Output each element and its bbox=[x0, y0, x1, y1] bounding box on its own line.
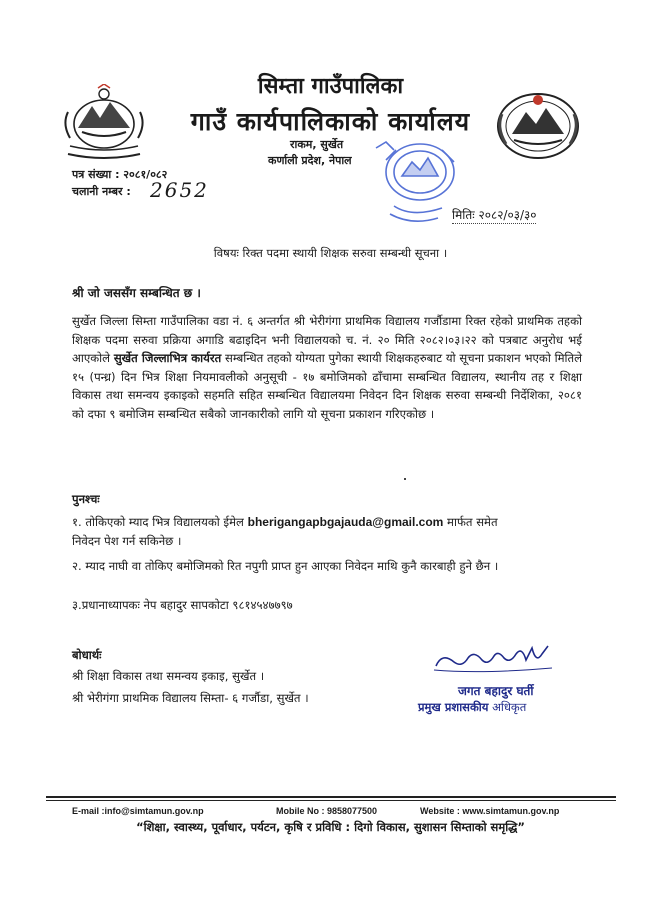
signatory-title-rest: अधिकृत bbox=[492, 700, 527, 714]
dispatch-number-label: चलानी नम्बर : bbox=[72, 185, 131, 198]
letter-subject: विषयः रिक्त पदमा स्थायी शिक्षक सरुवा सम्बन्धी सूचना । bbox=[213, 246, 448, 260]
footer-website: Website : www.simtamun.gov.np bbox=[420, 806, 560, 816]
address-line-2: कर्णाली प्रदेश, नेपाल bbox=[268, 154, 352, 167]
body-paragraph bbox=[72, 312, 582, 424]
postscript-item-1-line-2: निवेदन पेश गर्न सकिनेछ । bbox=[72, 534, 182, 548]
postscript-item-3: ३.प्रधानाध्यापकः नेप बहादुर सापकोटा ९८१४५४७७९७ bbox=[72, 598, 293, 612]
postscript-heading: पुनश्चः bbox=[72, 492, 100, 506]
letter-number: पत्र संख्या : २०८१/०८२ bbox=[72, 168, 168, 181]
signatory-name: जगत बहादुर घर्ती bbox=[458, 684, 534, 698]
postscript-item-1-prefix: १. तोकिएको म्याद भित्र विद्यालयको ईमेल bbox=[72, 515, 244, 529]
cc-line-1: श्री शिक्षा विकास तथा समन्वय इकाइ, सुर्खेत । bbox=[72, 669, 265, 683]
school-email: bherigangapbgajauda@gmail.com bbox=[247, 515, 444, 529]
signatory-title bbox=[418, 700, 526, 715]
footer-divider bbox=[46, 796, 616, 798]
body-bold-text: सुर्खेत जिल्लाभित्र कार्यरत bbox=[113, 351, 222, 366]
postscript-item-2: २. म्याद नाघी वा तोकिए बमोजिमको रित नपुगी प्राप्त हुन आएका निवेदन माथि कुनै कारबाही हुने छैन । bbox=[72, 559, 499, 573]
dispatch-number-handwritten: 2652 bbox=[150, 178, 209, 202]
footer-email: E-mail :info@simtamun.gov.np bbox=[72, 806, 204, 816]
footer-motto: “शिक्षा, स्वास्थ्य, पूर्वाधार, पर्यटन, कृषि र प्रविधि : दिगो विकास, सुशासन सिम्ताको समृद्धि” bbox=[136, 820, 525, 834]
official-stamp bbox=[372, 136, 464, 226]
footer-mobile: Mobile No : 9858077500 bbox=[276, 806, 378, 816]
body-text-part2: सम्बन्धित तहको योग्यता पुगेका स्थायी शिक्षकहरुबाट यो सूचना प्रकाशन भएको मितिले १५ (पन्ध्र) दिन भित्र शिक्षा नियमावलीको अनुसूची - १७ बमोजिमको ढाँचामा सम्बन्धित विद्यालय, स्थानीय तह र शिक्षा विकास तथा समन्वय इकाइको सहमति सहित सम्बन्धित विद्यालयमा निवेदन दिन शिक्षक सरुवा सम्बन्धी निर्देशिका, २०८१ को दफा ९ बमोजिम सम्बन्धित सबैको जानकारीको लागि यो सूचना प्रकाशन गरिएकोछ । bbox=[72, 351, 583, 421]
letter-date: मितिः २०८२/०३/३० bbox=[452, 208, 537, 222]
cc-line-2: श्री भेरीगंगा प्राथमिक विद्यालय सिम्ता- ६ गर्जौडा, सुर्खेत । bbox=[72, 691, 309, 705]
cc-heading: बोधार्थः bbox=[72, 648, 102, 662]
postscript-item-1-suffix: मार्फत समेत bbox=[447, 515, 498, 529]
footer-divider-thin bbox=[46, 800, 616, 801]
body-text-part1: सुर्खेत जिल्ला सिम्ता गाउँपालिका वडा नं. ६ अन्तर्गत श्री भेरीगंगा प्राथमिक विद्यालय गर्जौडामा रिक्त रहेको प्राथमिक तहको शिक्षक पदमा सरुवा प्रक्रिया अगाडि बढाइदिन भनी विद्यालयको च. नं. २० मिति २०८२।०३।२२ को पत्रबाट अनुरोध भई आएकोले bbox=[72, 314, 582, 366]
address-line-1: राकम, सुर्खेत bbox=[290, 138, 344, 151]
signatory-title-bold: प्रमुख प्रशासकीय bbox=[418, 700, 489, 714]
municipality-name: सिम्ता गाउँपालिका bbox=[257, 74, 404, 99]
salutation: श्री जो जससँग सम्बन्धित छ । bbox=[72, 286, 201, 300]
stray-dot bbox=[404, 478, 406, 480]
postscript-item-1 bbox=[72, 515, 498, 530]
office-name: गाउँ कार्यपालिकाको कार्यालय bbox=[190, 107, 471, 136]
handwritten-signature bbox=[432, 642, 562, 676]
